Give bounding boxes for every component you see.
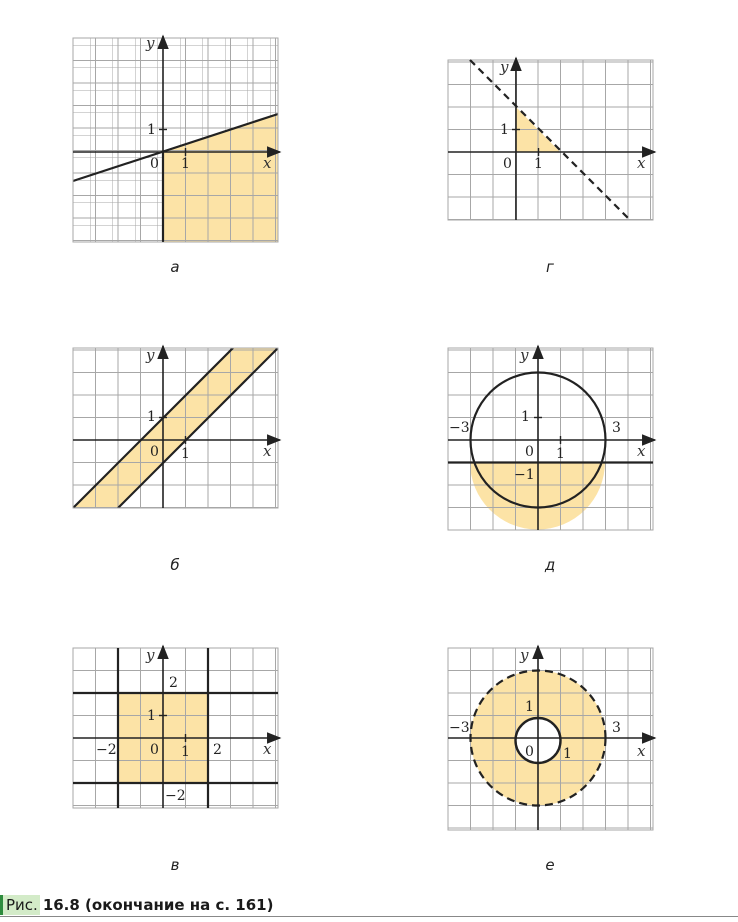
panel-e-graph	[448, 646, 655, 830]
panel-letter-e: е	[545, 856, 555, 874]
y-tick-label: 1	[147, 122, 156, 138]
y-tick-label-neg2: −2	[165, 788, 186, 804]
panel-a-graph	[73, 36, 280, 242]
x-tick-label: 1	[534, 156, 543, 172]
y-tick-label: 1	[525, 699, 534, 715]
y-axis-label: y	[500, 58, 509, 76]
y-tick-label: 1	[147, 409, 156, 425]
panel-letter-d: д	[544, 556, 556, 574]
x-axis-label: x	[263, 154, 272, 172]
x-tick-label: 1	[181, 744, 190, 760]
x-axis-label: x	[263, 740, 272, 758]
y-tick-label: 1	[500, 122, 509, 138]
panel-v-graph	[73, 646, 280, 808]
y-axis-label: y	[520, 646, 529, 664]
x-tick-label-3: 3	[612, 420, 621, 436]
panel-letter-g: г	[546, 258, 554, 276]
figure-caption-prefix: Рис.	[0, 895, 40, 915]
x-axis-label: x	[637, 154, 646, 172]
panel-b-graph	[73, 346, 280, 508]
x-axis-label: x	[263, 442, 272, 460]
origin-label: 0	[150, 444, 159, 460]
panel-letter-v: в	[170, 856, 180, 874]
figure-caption-number: 16.8 (окончание на с. 161)	[42, 896, 274, 914]
y-axis-label: y	[146, 34, 155, 52]
origin-label: 0	[150, 742, 159, 758]
origin-label: 0	[503, 156, 512, 172]
origin-label: 0	[525, 444, 534, 460]
y-axis-label: y	[520, 346, 529, 364]
x-tick-label: 1	[556, 446, 565, 462]
panel-d-graph	[448, 346, 655, 530]
x-tick-label-neg3: −3	[449, 720, 470, 736]
figure-caption	[0, 894, 280, 916]
origin-label: 0	[150, 156, 159, 172]
x-tick-label-neg2: −2	[96, 742, 117, 758]
y-axis-label: y	[146, 346, 155, 364]
panel-letter-b: б	[170, 556, 180, 574]
x-tick-label: 1	[181, 156, 190, 172]
x-tick-label-2: 2	[213, 742, 222, 758]
x-tick-label: 1	[181, 446, 190, 462]
y-tick-label-2: 2	[169, 675, 178, 691]
y-tick-label: 1	[521, 409, 530, 425]
x-tick-label-3: 3	[612, 720, 621, 736]
y-tick-label-neg1: −1	[514, 467, 535, 483]
x-axis-label: x	[637, 442, 646, 460]
y-tick-label: 1	[147, 708, 156, 724]
origin-label: 0	[525, 744, 534, 760]
x-tick-label-neg3: −3	[449, 420, 470, 436]
panel-g-graph	[448, 58, 655, 220]
panel-letter-a: а	[170, 258, 180, 276]
bottom-rule	[0, 916, 738, 917]
y-axis-label: y	[146, 646, 155, 664]
x-axis-label: x	[637, 742, 646, 760]
x-tick-label: 1	[563, 746, 572, 762]
